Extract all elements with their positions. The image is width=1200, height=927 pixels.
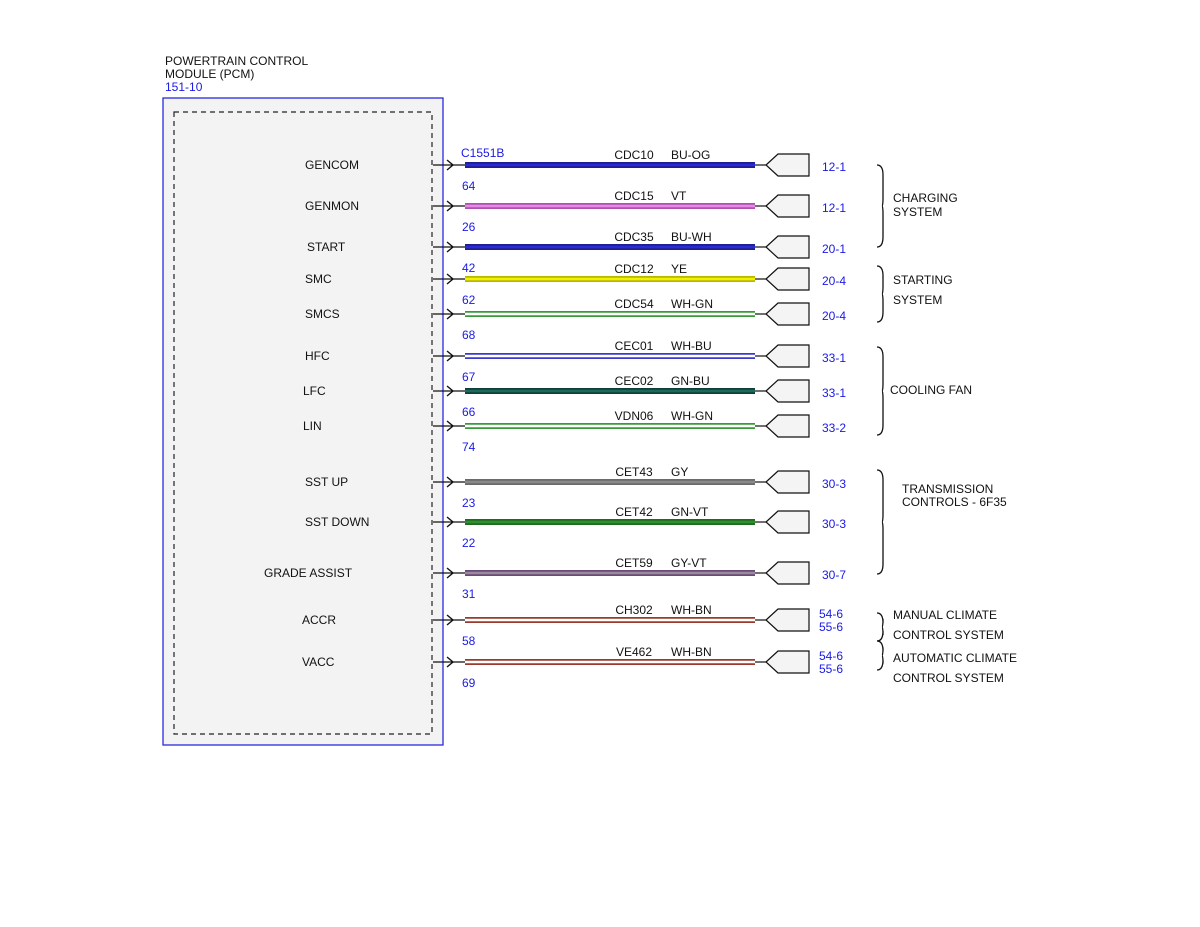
brace-icon (877, 165, 883, 247)
pin-number: 67 (462, 370, 476, 384)
circuit-id-label: CEC02 (614, 374, 654, 388)
pin-number: 62 (462, 293, 476, 307)
pin-number: 66 (462, 405, 476, 419)
wire-color-label: GN-VT (671, 505, 709, 519)
wire-color-label: WH-BU (671, 339, 712, 353)
connector-terminal-icon (766, 415, 809, 437)
system-label: CHARGING (893, 191, 958, 205)
circuit-id-label: CH302 (615, 603, 653, 617)
brace-icon (877, 347, 883, 435)
circuit-id-label: CDC35 (614, 230, 654, 244)
circuit-id-label: CDC54 (614, 297, 654, 311)
wire-color-label: BU-WH (671, 230, 712, 244)
wire-color-label: VT (671, 189, 687, 203)
destination-ref-link[interactable]: 20-1 (822, 242, 847, 256)
connector-terminal-icon (766, 380, 809, 402)
wire-color-label: GY-VT (671, 556, 707, 570)
connector-terminal-icon (766, 303, 809, 325)
systems-layer (877, 165, 1017, 685)
circuit-id-label: CEC01 (614, 339, 654, 353)
destination-ref-link[interactable]: 30-3 (822, 517, 847, 531)
system-group (877, 347, 972, 435)
destination-ref-link[interactable]: 55-6 (819, 620, 844, 634)
destination-ref-link[interactable]: 30-7 (822, 568, 847, 582)
pin-number: 64 (462, 179, 476, 193)
brace-icon (877, 266, 883, 322)
wire-color-label: WH-BN (671, 603, 712, 617)
pin-signal-label: ACCR (302, 613, 337, 627)
destination-ref-link[interactable]: 12-1 (822, 201, 847, 215)
circuit-id-label: CDC15 (614, 189, 654, 203)
system-label: CONTROLS - 6F35 (902, 495, 1007, 509)
circuit-id-label: CET59 (615, 556, 653, 570)
system-label: CONTROL SYSTEM (893, 628, 1004, 642)
connector-terminal-icon (766, 651, 809, 673)
pin-number: 69 (462, 676, 476, 690)
system-label: SYSTEM (893, 293, 943, 307)
pin-signal-label: GENMON (305, 199, 359, 213)
destination-ref-link[interactable]: 54-6 (819, 649, 844, 663)
pin-signal-label: SMC (305, 272, 332, 286)
destination-ref-link[interactable]: 33-1 (822, 386, 847, 400)
circuit-id-label: CET43 (615, 465, 653, 479)
pin-signal-label: LIN (303, 419, 322, 433)
destination-ref-link[interactable]: 20-4 (822, 274, 847, 288)
pin-signal-label: LFC (303, 384, 326, 398)
connector-terminal-icon (766, 609, 809, 631)
system-group (877, 266, 953, 322)
system-label: AUTOMATIC CLIMATE (893, 651, 1018, 665)
wire-color-label: YE (671, 262, 688, 276)
wire-color-label: GN-BU (671, 374, 710, 388)
connector-terminal-icon (766, 268, 809, 290)
pin-signal-label: START (307, 240, 346, 254)
system-label: CONTROL SYSTEM (893, 671, 1004, 685)
connector-terminal-icon (766, 195, 809, 217)
brace-icon (877, 470, 883, 574)
connector-label[interactable]: C1551B (461, 146, 505, 160)
brace-icon (877, 641, 883, 670)
connector-terminal-icon (766, 562, 809, 584)
system-group (877, 608, 1004, 642)
destination-ref-link[interactable]: 33-2 (822, 421, 847, 435)
system-group (877, 470, 1007, 574)
module-ref-link[interactable]: 151-10 (165, 80, 203, 94)
circuit-id-label: CDC10 (614, 148, 654, 162)
destination-ref-link[interactable]: 54-6 (819, 607, 844, 621)
system-group (877, 641, 1017, 685)
pin-number: 74 (462, 440, 476, 454)
pin-number: 68 (462, 328, 476, 342)
circuit-id-label: VDN06 (614, 409, 654, 423)
module-name-line2: MODULE (PCM) (165, 67, 255, 81)
system-label: TRANSMISSION (902, 482, 994, 496)
connector-terminal-icon (766, 471, 809, 493)
circuit-id-label: CDC12 (614, 262, 654, 276)
destination-ref-link[interactable]: 12-1 (822, 160, 847, 174)
pin-number: 26 (462, 220, 476, 234)
destination-ref-link[interactable]: 33-1 (822, 351, 847, 365)
pin-signal-label: GRADE ASSIST (264, 566, 353, 580)
destination-ref-link[interactable]: 30-3 (822, 477, 847, 491)
wire-color-label: WH-GN (671, 409, 713, 423)
circuit-id-label: VE462 (615, 645, 653, 659)
pin-signal-label: VACC (302, 655, 335, 669)
wire-color-label: BU-OG (671, 148, 711, 162)
wire-color-label: WH-GN (671, 297, 713, 311)
system-group (877, 165, 958, 247)
system-label: STARTING (893, 273, 953, 287)
pin-signal-label: SST DOWN (305, 515, 370, 529)
pin-signal-label: SMCS (305, 307, 340, 321)
pin-signal-label: HFC (305, 349, 330, 363)
pin-number: 23 (462, 496, 476, 510)
pin-signal-label: SST UP (305, 475, 349, 489)
system-label: MANUAL CLIMATE (893, 608, 998, 622)
brace-icon (877, 613, 883, 641)
pin-signal-label: GENCOM (305, 158, 359, 172)
system-label: SYSTEM (893, 205, 943, 219)
pin-number: 58 (462, 634, 476, 648)
connector-terminal-icon (766, 345, 809, 367)
pin-number: 22 (462, 536, 476, 550)
wire-color-label: GY (671, 465, 689, 479)
system-label: COOLING FAN (890, 383, 973, 397)
connector-terminal-icon (766, 154, 809, 176)
destination-ref-link[interactable]: 55-6 (819, 662, 844, 676)
circuit-id-label: CET42 (615, 505, 653, 519)
connector-terminal-icon (766, 511, 809, 533)
pin-number: 42 (462, 261, 476, 275)
destination-ref-link[interactable]: 20-4 (822, 309, 847, 323)
wire-color-label: WH-BN (671, 645, 712, 659)
connector-terminal-icon (766, 236, 809, 258)
pin-number: 31 (462, 587, 476, 601)
module-name-line1: POWERTRAIN CONTROL (165, 54, 309, 68)
